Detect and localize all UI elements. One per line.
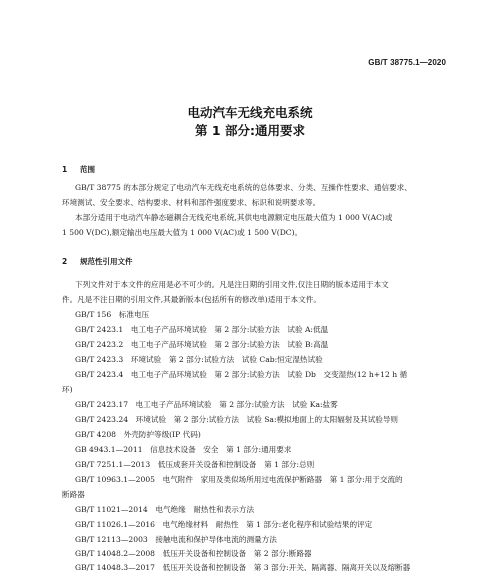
section-1-title: 范围: [80, 165, 95, 174]
document-title: 电动汽车无线充电系统: [187, 105, 313, 120]
reference-item: GB/T 10963.1—2005 电气附件 家用及类似场所用过电流保护断路器 第 1 部分:用于交流的: [75, 475, 403, 484]
paragraph-line: 环境测试、安全要求、结构要求、材料和部件强度要求、标识和说明要求等。: [62, 198, 321, 207]
standard-code: GB/T 38775.1—2020: [368, 58, 446, 67]
reference-item: GB/T 7251.1—2013 低压成套开关设备和控制设备 第 1 部分:总则: [75, 460, 315, 469]
section-1-heading: [62, 164, 95, 175]
paragraph-line: 件。凡是不注日期的引用文件,其最新版本(包括所有的修改单)适用于本文件。: [62, 295, 321, 304]
reference-item-continued: 环): [62, 385, 73, 394]
section-2-heading: [62, 256, 133, 267]
reference-item: GB/T 2423.24 环境试验 第 2 部分:试验方法 试验 Sa:模拟地面上的太阳辐射及其试验导则: [75, 415, 399, 424]
section-1-number: 1: [62, 165, 68, 174]
reference-item: GB/T 156 标准电压: [75, 310, 150, 319]
reference-item: GB/T 2423.4 电工电子产品环境试验 第 2 部分:试验方法 试验 Db 交变湿热(12 h+12 h 循: [75, 370, 408, 379]
reference-item: GB/T 4208 外壳防护等级(IP 代码): [75, 430, 201, 439]
paragraph-line: GB/T 38775 的本部分规定了电动汽车无线充电系统的总体要求、分类、互操作性要求、通信要求、: [75, 183, 412, 192]
reference-item: GB/T 11026.1—2016 电气绝缘材料 耐热性 第 1 部分:老化程序和试验结果的评定: [75, 520, 373, 529]
document-subtitle: 第 1 部分:通用要求: [195, 123, 305, 138]
paragraph-line: 本部分适用于电动汽车静态磁耦合无线充电系统,其供电电源额定电压最大值为 1 000 V(AC)或: [75, 213, 393, 222]
reference-item: GB/T 11021—2014 电气绝缘 耐热性和表示方法: [75, 505, 255, 514]
reference-item: GB/T 14048.2—2008 低压开关设备和控制设备 第 2 部分:断路器: [75, 549, 312, 558]
section-2-title: 规范性引用文件: [80, 257, 133, 266]
reference-item: GB 4943.1—2011 信息技术设备 安全 第 1 部分:通用要求: [75, 445, 292, 454]
reference-item: GB/T 2423.17 电工电子产品环境试验 第 2 部分:试验方法 试验 Ka:盐雾: [75, 400, 338, 409]
section-2-number: 2: [62, 257, 68, 266]
paragraph-line: 1 500 V(DC),额定输出电压最大值为 1 000 V(AC)或 1 500 V(DC)。: [62, 228, 303, 237]
reference-item: GB/T 2423.3 环境试验 第 2 部分:试验方法 试验 Cab:恒定湿热试验: [75, 355, 323, 364]
reference-item: GB/T 12113—2003 接触电流和保护导体电流的测量方法: [75, 535, 277, 544]
paragraph-line: 下列文件对于本文件的应用是必不可少的。凡是注日期的引用文件,仅注日期的版本适用于本文: [75, 280, 389, 289]
reference-item: GB/T 2423.1 电工电子产品环境试验 第 2 部分:试验方法 试验 A:低温: [75, 325, 329, 334]
reference-item-continued: 断路器: [62, 490, 85, 499]
reference-item: GB/T 14048.3—2017 低压开关设备和控制设备 第 3 部分:开关、隔离器、隔离开关以及熔断器: [75, 563, 411, 572]
reference-item: GB/T 2423.2 电工电子产品环境试验 第 2 部分:试验方法 试验 B:高温: [75, 340, 329, 349]
